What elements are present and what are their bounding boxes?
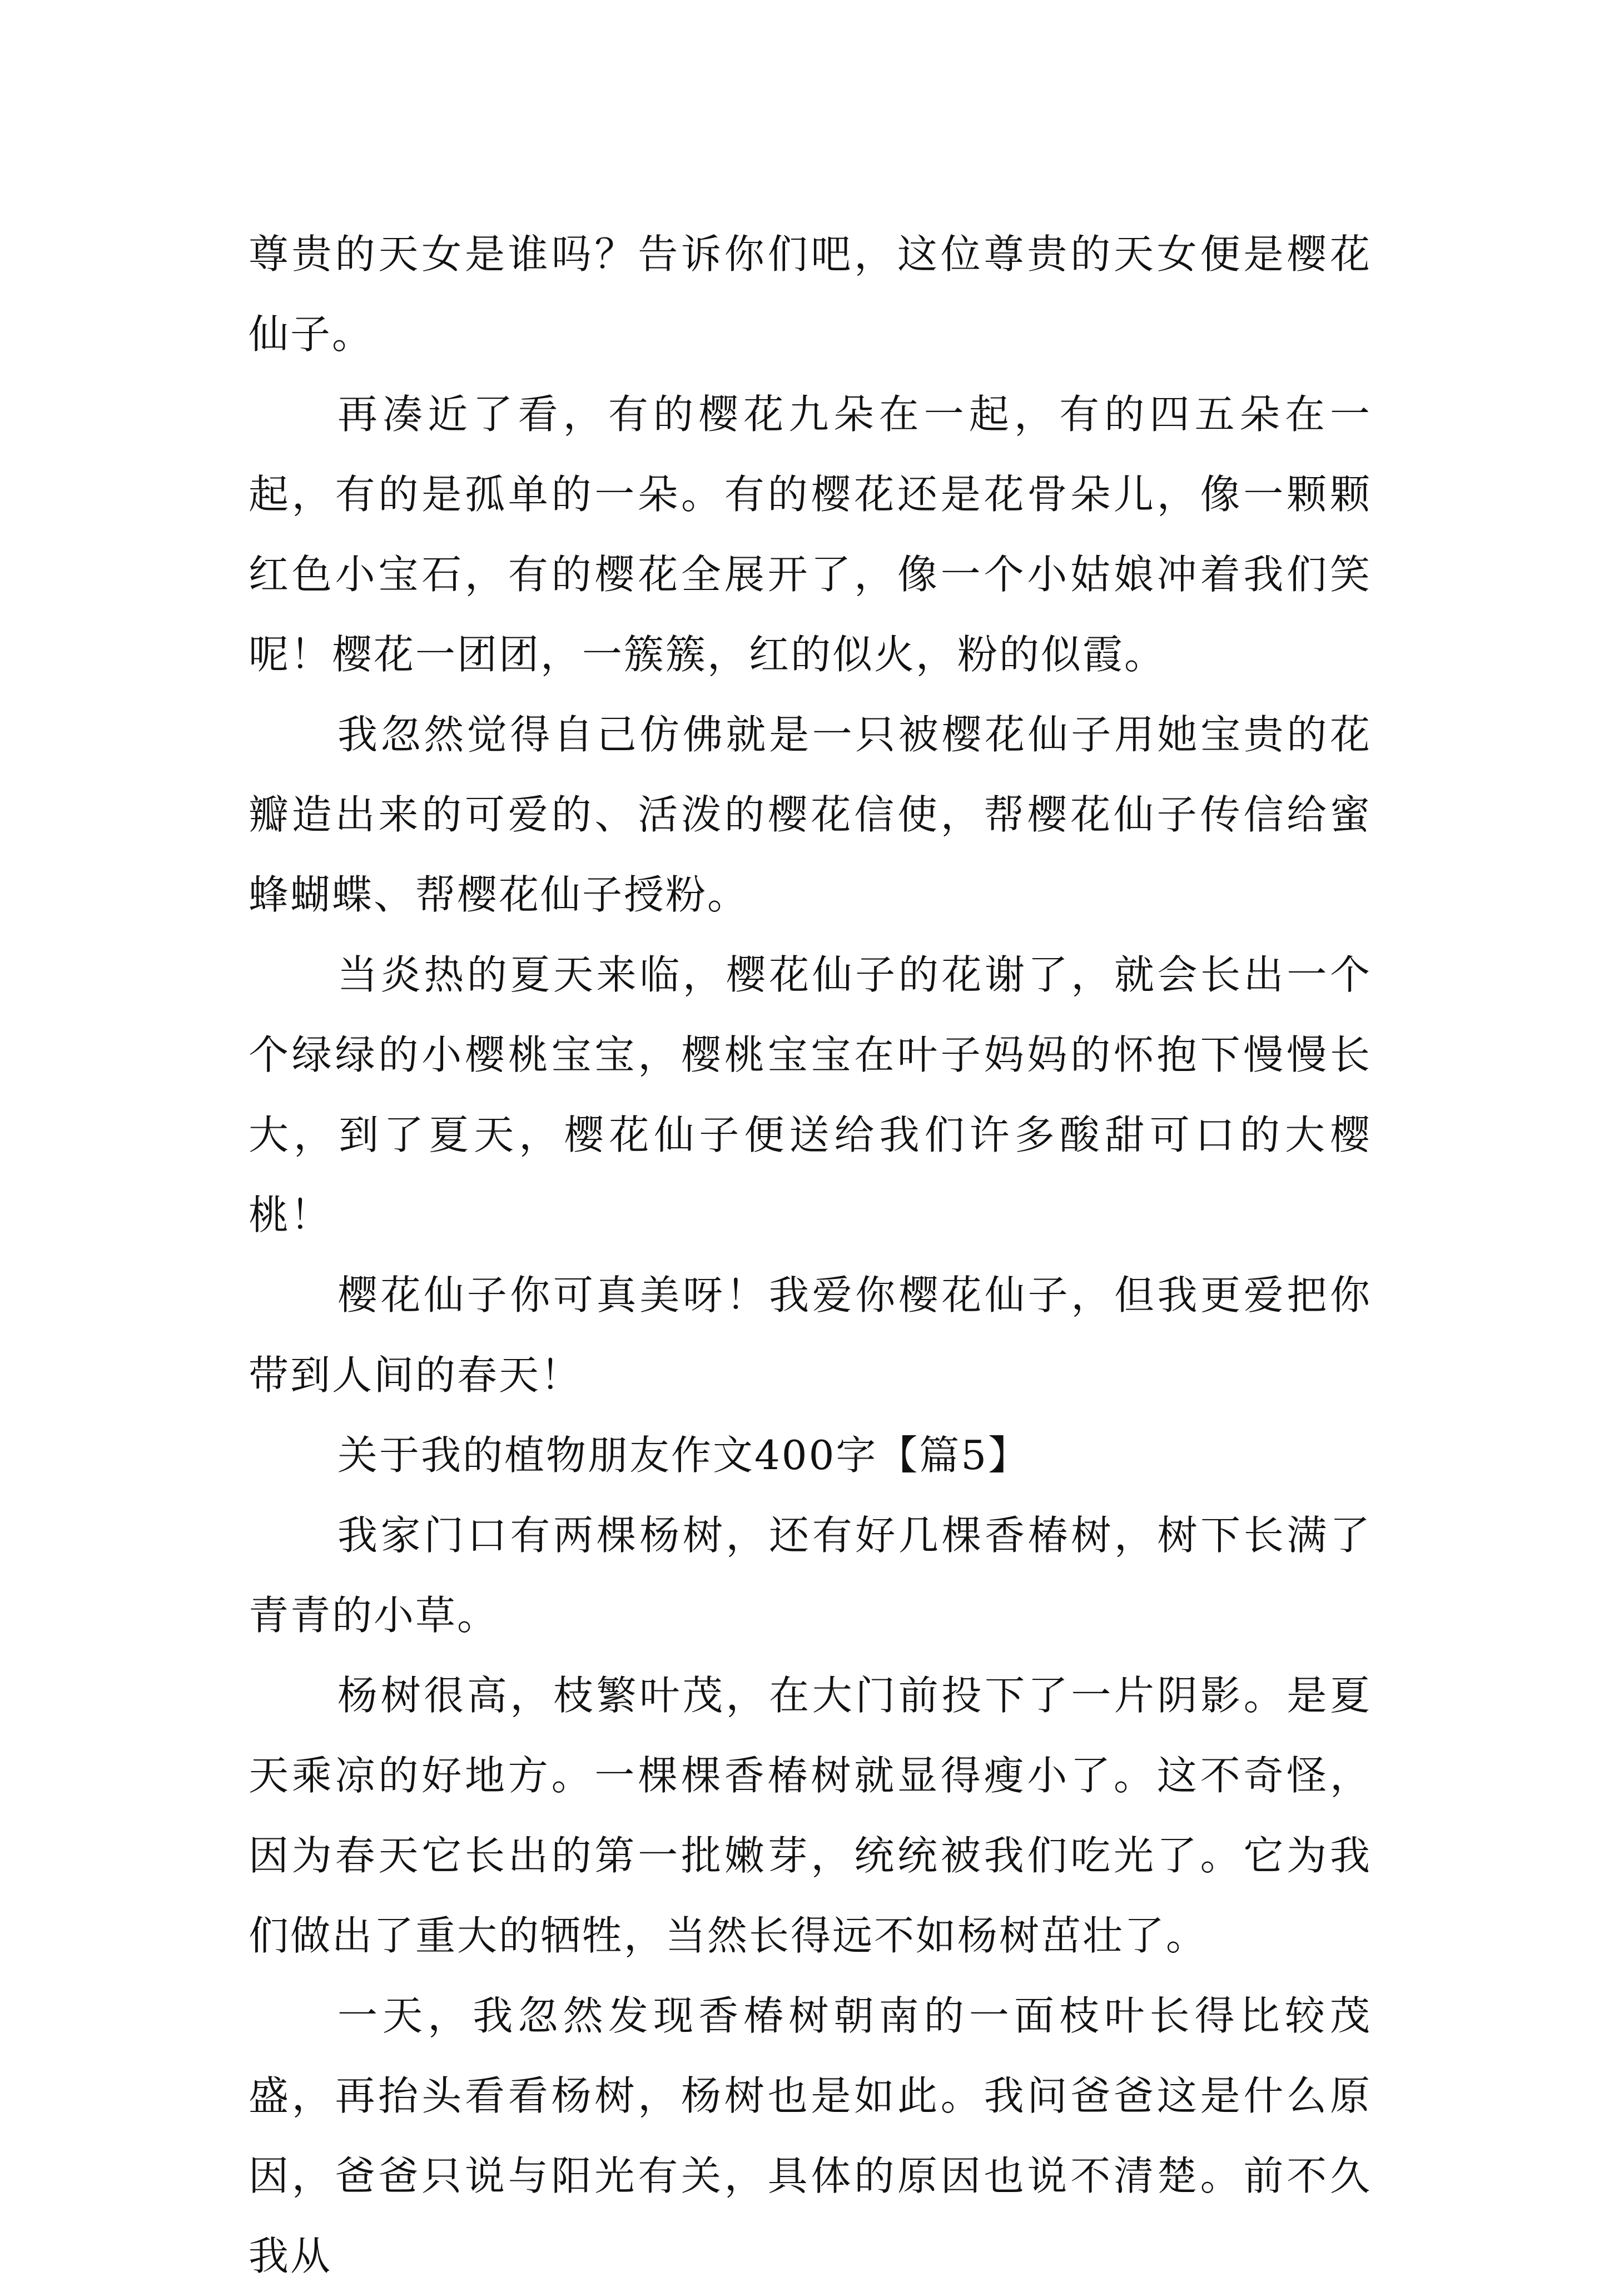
paragraph-3: 我忽然觉得自己仿佛就是一只被樱花仙子用她宝贵的花瓣造出来的可爱的、活泼的樱花信使，帮樱花仙子传信给蜜蜂蝴蝶、帮樱花仙子授粉。 — [249, 711, 1372, 918]
paragraph-1: 尊贵的天女是谁吗？告诉你们吧，这位尊贵的天女便是樱花仙子。 — [249, 231, 1372, 358]
paragraph-6: 我家门口有两棵杨树，还有好几棵香椿树，树下长满了青青的小草。 — [249, 1512, 1372, 1639]
document-body — [249, 214, 1372, 2296]
paragraph-7: 杨树很高，枝繁叶茂，在大门前投下了一片阴影。是夏天乘凉的好地方。一棵棵香椿树就显得瘦小了。这不奇怪，因为春天它长出的第一批嫩芽，统统被我们吃光了。它为我们做出了重大的牺牲，当然长得远不如杨树茁壮了。 — [249, 1672, 1372, 1959]
paragraph-5: 樱花仙子你可真美呀！我爱你樱花仙子，但我更爱把你带到人间的春天！ — [249, 1272, 1372, 1399]
section-heading: 关于我的植物朋友作文400字【篇5】 — [337, 1432, 1030, 1479]
paragraph-8: 一天，我忽然发现香椿树朝南的一面枝叶长得比较茂盛，再抬头看看杨树，杨树也是如此。我问爸爸这是什么原因，爸爸只说与阳光有关，具体的原因也说不清楚。前不久我从 — [249, 1992, 1372, 2279]
paragraph-2: 再凑近了看，有的樱花九朵在一起，有的四五朵在一起，有的是孤单的一朵。有的樱花还是花骨朵儿，像一颗颗红色小宝石，有的樱花全展开了，像一个小姑娘冲着我们笑呢！樱花一团团，一簇簇，红的似火，粉的似霞。 — [249, 391, 1372, 678]
paragraph-4: 当炎热的夏天来临，樱花仙子的花谢了，就会长出一个个绿绿的小樱桃宝宝，樱桃宝宝在叶子妈妈的怀抱下慢慢长大，到了夏天，樱花仙子便送给我们许多酸甜可口的大樱桃！ — [249, 951, 1372, 1238]
